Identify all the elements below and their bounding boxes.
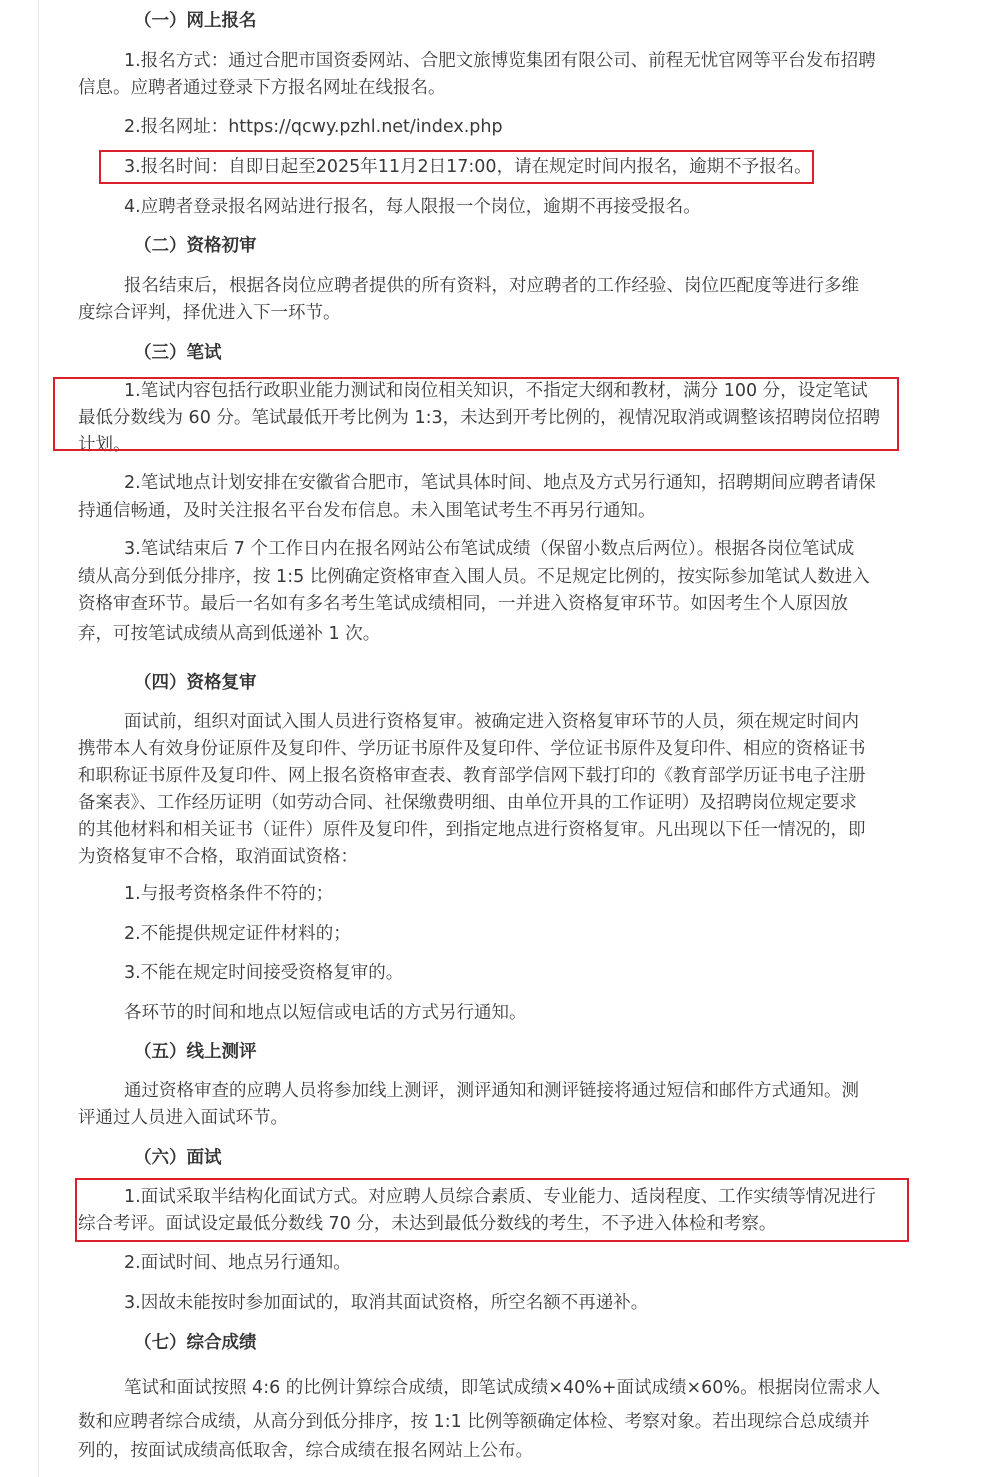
paragraph-line: 数和应聘者综合成绩，从高分到低分排序，按 1:1 比例等额确定体检、考察对象。若出现综合总成绩并 — [78, 1412, 870, 1432]
paragraph-line: 通过资格审查的应聘人员将参加线上测评，测评通知和测评链接将通过短信和邮件方式通知。测 — [124, 1081, 859, 1101]
paragraph-line: 4.应聘者登录报名网站进行报名，每人限报一个岗位，逾期不再接受报名。 — [124, 197, 701, 217]
paragraph-line: 最低分数线为 60 分。笔试最低开考比例为 1:3，未达到开考比例的，视情况取消或调整该招聘岗位招聘 — [78, 408, 881, 428]
paragraph-line: 评通过人员进入面试环节。 — [78, 1108, 288, 1128]
paragraph-line: 携带本人有效身份证原件及复印件、学历证书原件及复印件、学位证书原件及复印件、相应的资格证书 — [78, 739, 866, 759]
paragraph-line: 3.因故未能按时参加面试的，取消其面试资格，所空名额不再递补。 — [124, 1293, 649, 1313]
section-heading-written-exam: （三）笔试 — [134, 343, 222, 363]
section-heading-qualification-recheck: （四）资格复审 — [134, 673, 257, 693]
highlight-box-interview — [75, 1178, 909, 1242]
paragraph-line: 和职称证书原件及复印件、网上报名资格审查表、教育部学信网下载打印的《教育部学历证书电子注册 — [78, 766, 866, 786]
list-item: 2.不能提供规定证件材料的； — [124, 924, 351, 944]
paragraph-line: 弃，可按笔试成绩从高到低递补 1 次。 — [78, 624, 381, 644]
paragraph-line: 备案表》、工作经历证明（如劳动合同、社保缴费明细、由单位开具的工作证明）及招聘岗位规定要求 — [78, 793, 857, 813]
paragraph-line: 面试前，组织对面试入围人员进行资格复审。被确定进入资格复审环节的人员，须在规定时间内 — [124, 712, 859, 732]
highlight-box-registration-time — [99, 150, 814, 184]
paragraph-line: 计划。 — [78, 435, 131, 455]
section-heading-overall-score: （七）综合成绩 — [134, 1333, 257, 1353]
paragraph-line: 绩从高分到低分排序，按 1:5 比例确定资格审查入围人员。不足规定比例的，按实际参加笔试人数进入 — [78, 567, 870, 587]
paragraph-line: 各环节的时间和地点以短信或电话的方式另行通知。 — [124, 1003, 527, 1023]
paragraph-line: 笔试和面试按照 4:6 的比例计算综合成绩，即笔试成绩×40%+面试成绩×60%。根据岗位需求人 — [124, 1378, 881, 1398]
paragraph-line: 度综合评判，择优进入下一环节。 — [78, 303, 341, 323]
section-heading-interview: （六）面试 — [134, 1148, 222, 1168]
paragraph-line: 列的，按面试成绩高低取舍，综合成绩在报名网站上公布。 — [78, 1441, 533, 1461]
registration-url-line: 2.报名网址：https://qcwy.pzhl.net/index.php — [124, 117, 503, 137]
paragraph-line: 的其他材料和相关证书（证件）原件及复印件，到指定地点进行资格复审。凡出现以下任一情况的，即 — [78, 820, 866, 840]
paragraph-line: 信息。应聘者通过登录下方报名网址在线报名。 — [78, 78, 446, 98]
paragraph-line: 2.面试时间、地点另行通知。 — [124, 1253, 351, 1273]
list-item: 1.与报考资格条件不符的； — [124, 884, 334, 904]
paragraph-line: 资格审查环节。最后一名如有多名考生笔试成绩相同，一并进入资格复审环节。如因考生个人原因放 — [78, 594, 848, 614]
paragraph-line: 综合考评。面试设定最低分数线 70 分，未达到最低分数线的考生，不予进入体检和考察。 — [78, 1214, 777, 1234]
paragraph-line: 为资格复审不合格，取消面试资格： — [78, 847, 358, 867]
section-heading-online-registration: （一）网上报名 — [134, 11, 257, 31]
list-item: 3.不能在规定时间接受资格复审的。 — [124, 963, 404, 983]
paragraph-line: 持通信畅通，及时关注报名平台发布信息。未入围笔试考生不再另行通知。 — [78, 501, 656, 521]
paragraph-line: 1.报名方式：通过合肥市国资委网站、合肥文旅博览集团有限公司、前程无忧官网等平台发布招聘 — [124, 51, 876, 71]
paragraph-line: 2.笔试地点计划安排在安徽省合肥市，笔试具体时间、地点及方式另行通知，招聘期间应聘者请保 — [124, 473, 876, 493]
paragraph-line: 报名结束后，根据各岗位应聘者提供的所有资料，对应聘者的工作经验、岗位匹配度等进行多维 — [124, 276, 859, 296]
section-heading-initial-review: （二）资格初审 — [134, 236, 257, 256]
section-heading-online-assessment: （五）线上测评 — [134, 1042, 257, 1062]
paragraph-line: 3.笔试结束后 7 个工作日内在报名网站公布笔试成绩（保留小数点后两位）。根据各岗位笔试成 — [124, 539, 855, 559]
paragraph-line: 1.笔试内容包括行政职业能力测试和岗位相关知识，不指定大纲和教材，满分 100 分，设定笔试 — [124, 381, 868, 401]
paragraph-line: 1.面试采取半结构化面试方式。对应聘人员综合素质、专业能力、适岗程度、工作实绩等情况进行 — [124, 1187, 876, 1207]
registration-time-line: 3.报名时间：自即日起至2025年11月2日17:00，请在规定时间内报名，逾期不予报名。 — [124, 157, 812, 177]
highlight-box-written-exam — [53, 377, 899, 451]
